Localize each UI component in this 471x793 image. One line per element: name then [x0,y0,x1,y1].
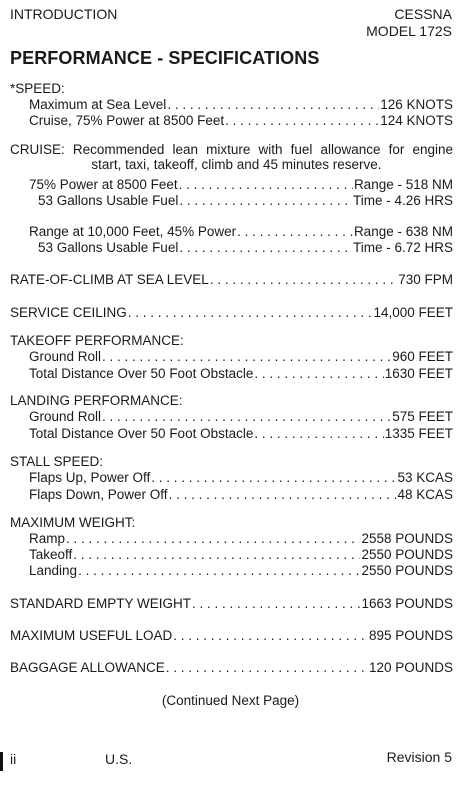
footer-page-number: ii [10,751,17,767]
spec-row-cruise-speed [29,113,453,129]
spec-row-cruise-range-75 [29,177,453,193]
spec-row-empty-weight [10,596,453,612]
dot-leader [237,224,353,240]
spec-value: Range - 518 NM [353,177,453,192]
page-title: PERFORMANCE - SPECIFICATIONS [10,48,320,68]
spec-label: MAXIMUM USEFUL LOAD [10,628,173,643]
spec-label: Maximum at Sea Level [29,97,167,112]
spec-label: SERVICE CEILING [10,305,127,320]
footer-region: U.S. [105,751,133,767]
spec-label: Total Distance Over 50 Foot Obstacle [29,426,254,441]
spec-row-weight-landing [29,563,453,579]
spec-value: 1663 POUNDS [361,596,453,611]
spec-row-stall-flaps-up [29,470,453,486]
spec-label: 75% Power at 8500 Feet [29,177,178,192]
landing-heading: LANDING PERFORMANCE: [10,393,183,408]
cruise-text-line1: CRUISE: Recommended lean mixture with fuel allowance for engine [10,142,453,157]
dot-leader [102,349,391,365]
spec-value: 575 FEET [392,409,453,424]
dot-leader [128,305,373,321]
stall-heading: STALL SPEED: [10,454,104,469]
spec-value: Time - 4.26 HRS [352,193,453,208]
dot-leader [254,426,383,442]
takeoff-heading: TAKEOFF PERFORMANCE: [10,333,184,348]
spec-label: 53 Gallons Usable Fuel [38,193,179,208]
cruise-text-line2: start, taxi, takeoff, climb and 45 minutes reserve. [91,157,382,172]
spec-value: 48 KCAS [397,487,453,502]
spec-value: 730 FPM [398,272,453,287]
spec-value: 120 POUNDS [368,660,453,675]
header-manufacturer: CESSNA [394,6,452,22]
dot-leader [254,366,383,382]
spec-label: Ground Roll [29,349,102,364]
continued-note: (Continued Next Page) [161,693,300,708]
cruise-paragraph [10,142,453,172]
spec-label: Cruise, 75% Power at 8500 Feet [29,113,225,128]
spec-row-landing-total [29,426,453,442]
spec-row-landing-ground-roll [29,409,453,425]
spec-row-takeoff-total [29,366,453,382]
dot-leader [66,531,360,547]
spec-row-stall-flaps-down [29,487,453,503]
spec-row-cruise-time-45 [38,240,453,256]
spec-row-weight-takeoff [29,547,453,563]
spec-row-baggage [10,660,453,676]
spec-value: 2550 POUNDS [361,563,453,578]
spec-label: Range at 10,000 Feet, 45% Power [29,224,237,239]
spec-value: Range - 638 NM [353,224,453,239]
dot-leader [167,97,379,113]
spec-value: 2558 POUNDS [361,531,453,546]
spec-row-rate-of-climb [10,272,453,288]
dot-leader [78,563,360,579]
spec-value: 53 KCAS [397,470,453,485]
dot-leader [179,240,352,256]
spec-label: Ramp [29,531,66,546]
spec-label: Flaps Up, Power Off [29,470,151,485]
spec-row-weight-ramp [29,531,453,547]
dot-leader [169,487,397,503]
spec-row-useful-load [10,628,453,644]
footer-revision: Revision 5 [386,749,452,765]
spec-value: 960 FEET [392,349,453,364]
dot-leader [151,470,396,486]
spec-row-takeoff-ground-roll [29,349,453,365]
spec-value: 126 KNOTS [380,97,453,112]
spec-row-service-ceiling [10,305,453,321]
spec-row-cruise-time-75 [38,193,453,209]
header-model: MODEL 172S [366,23,452,39]
spec-label: Landing [29,563,78,578]
spec-row-max-speed [29,97,453,113]
spec-label: Ground Roll [29,409,102,424]
spec-value: 895 POUNDS [368,628,453,643]
dot-leader [166,660,368,676]
dot-leader [225,113,379,129]
header-section-label: INTRODUCTION [10,6,118,22]
spec-label: 53 Gallons Usable Fuel [38,240,179,255]
dot-leader [102,409,391,425]
dot-leader [192,596,360,612]
dot-leader [210,272,397,288]
dot-leader [173,628,368,644]
spec-value: Time - 6.72 HRS [352,240,453,255]
spec-row-cruise-range-45 [29,224,453,240]
spec-value: 1335 FEET [384,426,453,441]
spec-label: Total Distance Over 50 Foot Obstacle [29,366,254,381]
dot-leader [179,177,353,193]
max-weight-heading: MAXIMUM WEIGHT: [10,515,136,530]
spec-label: Takeoff [29,547,73,562]
revision-change-bar [0,752,3,771]
dot-leader [73,547,360,563]
spec-label: STANDARD EMPTY WEIGHT [10,596,192,611]
spec-label: BAGGAGE ALLOWANCE [10,660,165,675]
spec-label: RATE-OF-CLIMB AT SEA LEVEL [10,272,209,287]
spec-value: 2550 POUNDS [361,547,453,562]
spec-value: 124 KNOTS [380,113,453,128]
speed-heading: *SPEED: [10,81,65,96]
spec-label: Flaps Down, Power Off [29,487,168,502]
dot-leader [179,193,352,209]
spec-value: 14,000 FEET [373,305,453,320]
spec-value: 1630 FEET [384,366,453,381]
